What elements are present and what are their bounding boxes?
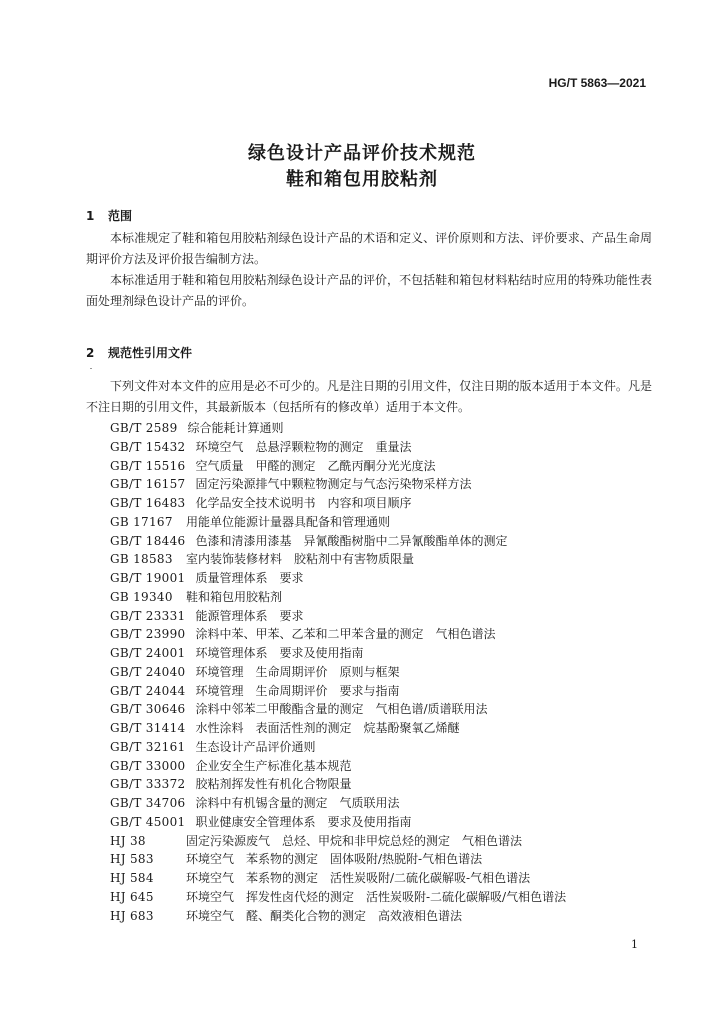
reference-item <box>110 682 566 701</box>
reference-item <box>110 794 566 813</box>
reference-code: GB/T 16483 <box>110 496 186 510</box>
reference-code: HJ 583 <box>110 852 154 867</box>
reference-item <box>110 888 566 907</box>
reference-code: GB/T 33372 <box>110 777 186 792</box>
section-title: 规范性引用文件 <box>108 346 193 360</box>
reference-title: 固定污染源废气 总烃、甲烷和非甲烷总烃的测定 气相色谱法 <box>186 833 523 848</box>
reference-title: 综合能耗计算通则 <box>187 421 284 435</box>
reference-title: 环境管理 生命周期评价 原则与框架 <box>195 664 400 679</box>
reference-code: GB/T 23331 <box>110 608 186 623</box>
section-number: 2 <box>86 346 95 360</box>
reference-title: 色漆和清漆用漆基 异氰酸酯树脂中二异氰酸酯单体的测定 <box>195 533 508 548</box>
reference-item <box>110 850 566 869</box>
reference-code: GB 17167 <box>110 514 173 529</box>
reference-title: 环境管理 生命周期评价 要求与指南 <box>195 683 400 698</box>
reference-code: GB/T 15432 <box>110 439 186 454</box>
reference-code: GB/T 16157 <box>110 477 186 492</box>
reference-title: 水性涂料 表面活性剂的测定 烷基酚聚氧乙烯醚 <box>195 721 460 735</box>
reference-title: 室内装饰装修材料 胶粘剂中有害物质限量 <box>186 552 415 567</box>
reference-item <box>110 475 566 494</box>
reference-title: 环境空气 总悬浮颗粒物的测定 重量法 <box>195 439 412 454</box>
document-subtitle: 鞋和箱包用胶粘剂 <box>286 169 438 190</box>
reference-item <box>110 907 566 926</box>
reference-title: 用能单位能源计量器具配备和管理通则 <box>186 514 391 529</box>
page-number: 1 <box>631 938 638 951</box>
reference-item <box>110 550 566 569</box>
reference-item <box>110 494 566 513</box>
section-number: 1 <box>86 209 95 223</box>
reference-title: 职业健康安全管理体系 要求及使用指南 <box>195 814 412 829</box>
reference-title: 质量管理体系 要求 <box>195 571 304 585</box>
reference-code: GB/T 23990 <box>110 627 186 642</box>
reference-title: 化学品安全技术说明书 内容和项目顺序 <box>195 496 412 510</box>
reference-code: GB/T 32161 <box>110 739 186 754</box>
reference-item <box>110 588 566 607</box>
reference-item <box>110 532 566 551</box>
section-title: 范围 <box>108 209 133 223</box>
reference-item <box>110 607 566 626</box>
reference-code: GB 18583 <box>110 552 173 567</box>
reference-item <box>110 663 566 682</box>
reference-item <box>110 513 566 532</box>
reference-item <box>110 419 566 438</box>
references-list <box>110 419 566 925</box>
standard-number: HG/T 5863—2021 <box>548 76 646 90</box>
reference-code: HJ 584 <box>110 871 154 885</box>
reference-title: 环境空气 醛、酮类化合物的测定 高效液相色谱法 <box>186 908 463 923</box>
reference-code: GB/T 24044 <box>110 683 186 698</box>
reference-code: GB/T 18446 <box>110 533 186 548</box>
reference-item <box>110 813 566 832</box>
references-intro-paragraph: 下列文件对本文件的应用是必不可少的。凡是注日期的引用文件，仅注日期的版本适用于本文件。凡是不注日期的引用文件，其最新版本（包括所有的修改单）适用于本文件。 <box>86 379 652 414</box>
reference-code: HJ 645 <box>110 889 154 904</box>
reference-title: 生态设计产品评价通则 <box>195 739 316 754</box>
document-title: 绿色设计产品评价技术规范 <box>248 143 476 164</box>
reference-code: GB/T 31414 <box>110 721 186 735</box>
scan-mark <box>90 368 92 369</box>
reference-item <box>110 569 566 588</box>
reference-code: HJ 38 <box>110 833 146 848</box>
reference-code: GB/T 2589 <box>110 421 178 435</box>
reference-item <box>110 757 566 776</box>
reference-item <box>110 738 566 757</box>
reference-code: GB/T 34706 <box>110 796 186 810</box>
reference-item <box>110 869 566 888</box>
reference-item <box>110 457 566 476</box>
reference-item <box>110 700 566 719</box>
reference-title: 环境空气 苯系物的测定 活性炭吸附/二硫化碳解吸-气相色谱法 <box>186 871 531 885</box>
reference-title: 涂料中苯、甲苯、乙苯和二甲苯含量的测定 气相色谱法 <box>195 627 496 642</box>
reference-title: 鞋和箱包用胶粘剂 <box>186 589 283 604</box>
reference-code: GB/T 24001 <box>110 646 186 660</box>
reference-title: 环境空气 苯系物的测定 固体吸附/热脱附-气相色谱法 <box>186 852 483 867</box>
reference-code: GB 19340 <box>110 589 173 604</box>
reference-item <box>110 832 566 851</box>
section-1-heading <box>86 207 132 224</box>
reference-item <box>110 719 566 738</box>
reference-title: 胶粘剂挥发性有机化合物限量 <box>195 777 352 792</box>
reference-code: HJ 683 <box>110 908 154 923</box>
reference-title: 能源管理体系 要求 <box>195 608 304 623</box>
reference-item <box>110 438 566 457</box>
reference-code: GB/T 19001 <box>110 571 186 585</box>
section-2-heading <box>86 344 192 361</box>
reference-code: GB/T 30646 <box>110 702 186 717</box>
reference-item <box>110 644 566 663</box>
reference-title: 固定污染源排气中颗粒物测定与气态污染物采样方法 <box>195 477 472 492</box>
reference-title: 空气质量 甲醛的测定 乙酰丙酮分光光度法 <box>195 458 436 473</box>
reference-code: GB/T 15516 <box>110 458 186 473</box>
scope-paragraph-1: 本标准规定了鞋和箱包用胶粘剂绿色设计产品的术语和定义、评价原则和方法、评价要求、产品生命周期评价方法及评价报告编制方法。 <box>86 231 652 266</box>
reference-title: 涂料中有机锡含量的测定 气质联用法 <box>195 796 400 810</box>
reference-code: GB/T 33000 <box>110 758 186 773</box>
reference-item <box>110 775 566 794</box>
reference-code: GB/T 24040 <box>110 664 186 679</box>
scope-paragraph-2: 本标准适用于鞋和箱包用胶粘剂绿色设计产品的评价，不包括鞋和箱包材料粘结时应用的特殊功能性表面处理剂绿色设计产品的评价。 <box>86 273 652 308</box>
reference-code: GB/T 45001 <box>110 814 186 829</box>
reference-title: 环境空气 挥发性卤代烃的测定 活性炭吸附-二硫化碳解吸/气相色谱法 <box>186 889 567 904</box>
reference-title: 涂料中邻苯二甲酸酯含量的测定 气相色谱/质谱联用法 <box>195 702 488 717</box>
reference-item <box>110 625 566 644</box>
reference-title: 企业安全生产标准化基本规范 <box>195 758 352 773</box>
reference-title: 环境管理体系 要求及使用指南 <box>195 646 364 660</box>
